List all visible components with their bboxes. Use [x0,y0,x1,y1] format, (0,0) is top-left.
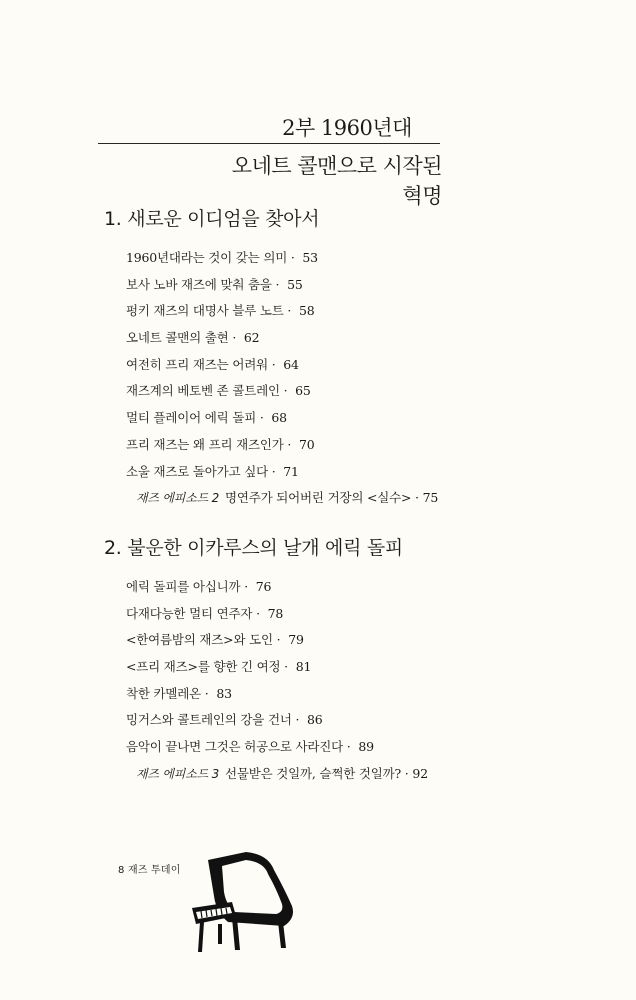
entry-page: 55 [287,276,303,292]
entry-page: 58 [298,303,315,319]
entry-page: 71 [283,463,299,479]
entry-page: 62 [243,330,260,346]
toc-entry[interactable]: 펑키 재즈의 대명사 블루 노트 · 58 [126,303,315,319]
chapter-2 [104,533,584,788]
running-footer [118,861,181,876]
toc-entry[interactable]: 음악이 끝나면 그것은 허공으로 사라진다 · 89 [126,739,374,755]
episode-label: 재즈 에피소드 3 [136,766,220,781]
toc-entry[interactable]: 밍거스와 콜트레인의 강을 건너 · 86 [126,712,323,728]
entry-page: 65 [295,383,311,399]
footer-page-number: 8 [118,865,125,876]
toc-entry[interactable]: 여전히 프리 재즈는 어려워 · 64 [126,356,299,372]
entry-page: 64 [283,356,299,372]
toc-entry[interactable]: 착한 카멜레온 · 83 [126,685,232,701]
episode-page: 75 [422,490,439,506]
chapter-1 [104,204,584,512]
toc-entry[interactable]: <한여름밤의 재즈>와 도인 · 79 [126,632,304,648]
toc-entry[interactable]: 다재다능한 멀티 연주자 · 78 [126,605,284,621]
part-subtitle: 오네트 콜맨으로 시작된 혁명 [231,154,442,208]
footer-book-title: 재즈 투데이 [127,865,181,876]
toc-entry[interactable]: 재즈계의 베토벤 존 콜트레인 · 65 [126,383,311,399]
entry-page: 53 [302,250,318,265]
entry-title: 에릭 돌피를 아십니까 [126,579,241,594]
entry-page: 78 [267,605,284,621]
episode-title: 명연주가 되어버린 거장의 <실수> [225,490,412,506]
entry-title: 프리 재즈는 왜 프리 재즈인가 [126,436,284,452]
episode-page: 92 [412,765,428,781]
entry-title: 밍거스와 콜트레인의 강을 건너 [126,712,292,728]
toc-entry[interactable]: 프리 재즈는 왜 프리 재즈인가 · 70 [126,436,315,452]
entry-title: 보사 노바 재즈에 맞춰 춤을 [126,276,272,292]
entry-title: 다재다능한 멀티 연주자 [126,605,253,621]
entry-title: 멀티 플레이어 에릭 돌피 [126,410,257,426]
entry-page: 68 [271,410,287,426]
entry-page: 70 [298,436,315,452]
entry-title: 재즈계의 베토벤 존 콜트레인 [126,383,280,399]
entry-page: 76 [255,579,272,594]
entry-page: 89 [358,739,374,755]
title-divider [98,143,440,144]
entry-page: 83 [216,685,232,701]
part-title: 2부 1960년대 [282,116,412,140]
toc-entry[interactable]: 오네트 콜맨의 출현 · 62 [126,330,260,346]
entry-title: 오네트 콜맨의 출현 [126,330,229,346]
toc-entry[interactable]: 소울 재즈로 돌아가고 싶다 · 71 [126,463,299,479]
entry-page: 81 [295,659,312,675]
entry-page: 86 [307,712,323,728]
episode-title: 선물받은 것일까, 슬쩍한 것일까? [225,765,402,781]
entry-title: <프리 재즈>를 향한 긴 여정 [126,659,281,675]
toc-episode[interactable]: 재즈 에피소드 2 명연주가 되어버린 거장의 <실수> · 75 [136,490,439,506]
episode-label: 재즈 에피소드 2 [136,491,220,506]
toc-entry[interactable]: 에릭 돌피를 아십니까 · 76 [126,579,272,594]
chapter-heading: 1. 새로운 이디엄을 찾아서 [104,208,320,230]
entry-title: 착한 카멜레온 [126,685,202,701]
toc-entry[interactable]: 보사 노바 재즈에 맞춰 춤을 · 55 [126,276,303,292]
toc-entry[interactable]: 멀티 플레이어 에릭 돌피 · 68 [126,410,287,426]
entry-title: 소울 재즈로 돌아가고 싶다 [126,463,268,479]
toc-episode[interactable]: 재즈 에피소드 3 선물받은 것일까, 슬쩍한 것일까? · 92 [136,765,428,781]
toc-entry[interactable]: 1960년대라는 것이 갖는 의미 · 53 [126,250,318,265]
entry-title: 1960년대라는 것이 갖는 의미 [126,250,288,265]
toc-entry[interactable]: <프리 재즈>를 향한 긴 여정 · 81 [126,659,312,675]
grand-piano-icon [188,852,300,956]
entry-title: <한여름밤의 재즈>와 도인 [126,632,273,648]
entry-title: 음악이 끝나면 그것은 허공으로 사라진다 [126,739,343,755]
entry-title: 펑키 재즈의 대명사 블루 노트 [126,303,284,319]
entry-title: 여전히 프리 재즈는 어려워 [126,356,268,372]
chapter-heading: 2. 불운한 이카루스의 날개 에릭 돌피 [104,537,403,559]
entry-page: 79 [288,632,304,648]
